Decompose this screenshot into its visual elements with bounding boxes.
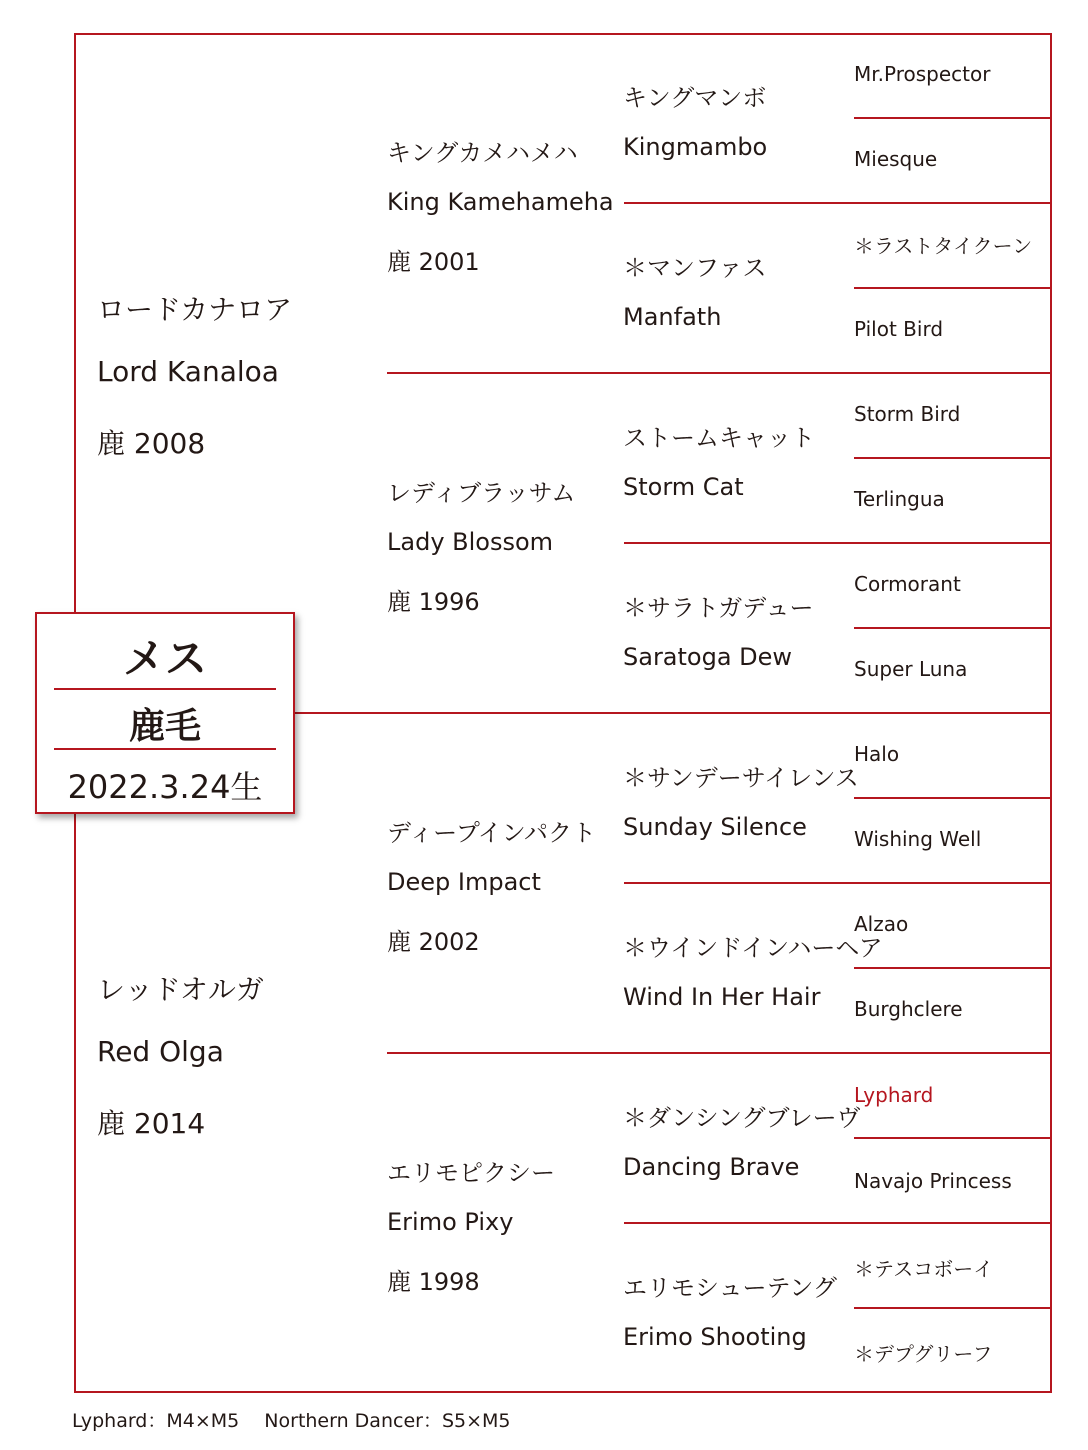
divider-gen3-d	[624, 1222, 1052, 1224]
gen3-jp: ＊ウインドインハーヘア	[623, 934, 883, 962]
sire-info: 鹿 2008	[97, 427, 206, 460]
gen2-jp: レディブラッサム	[387, 479, 576, 507]
divider-gen4-g	[854, 1137, 1052, 1139]
divider-gen3-c	[624, 882, 1052, 884]
gen2-jp: ディープインパクト	[387, 819, 597, 847]
divider-gen2-b	[387, 1052, 1052, 1054]
dam-name-en: Red Olga	[97, 1035, 224, 1068]
divider-gen4-a	[854, 117, 1052, 119]
divider-gen4-b	[854, 287, 1052, 289]
sire-name-en: Lord Kanaloa	[97, 355, 279, 388]
gen2-jp: キングカメハメハ	[387, 139, 578, 167]
subject-separator	[54, 688, 276, 690]
gen3-jp: キングマンボ	[623, 84, 767, 112]
gen3-jp: ストームキャット	[623, 424, 815, 452]
gen4-name: ＊ラストタイクーン	[854, 234, 1033, 258]
gen2-info: 鹿 1996	[387, 588, 480, 616]
gen3-en: Manfath	[623, 303, 722, 331]
subject-box	[35, 612, 295, 814]
gen2-en: Lady Blossom	[387, 528, 554, 556]
gen4-name: Alzao	[854, 912, 909, 936]
gen2-en: Deep Impact	[387, 868, 541, 896]
gen4-name: Super Luna	[854, 657, 968, 681]
gen3-jp: ＊サラトガデュー	[623, 594, 814, 622]
dam-name-jp: レッドオルガ	[97, 973, 264, 1006]
gen4-name: ＊デプグリーフ	[854, 1342, 993, 1366]
gen4-name: Halo	[854, 742, 900, 766]
gen4-name: Miesque	[854, 147, 938, 171]
divider-gen3-a	[624, 202, 1052, 204]
gen3-en: Storm Cat	[623, 473, 744, 501]
divider-gen2-a	[387, 372, 1052, 374]
subject-birth: 2022.3.24生	[67, 768, 263, 806]
gen2-jp: エリモピクシー	[387, 1159, 555, 1187]
gen3-en: Sunday Silence	[623, 813, 807, 841]
divider-gen4-d	[854, 627, 1052, 629]
gen3-en: Saratoga Dew	[623, 643, 793, 671]
gen3-jp: ＊マンファス	[623, 254, 767, 282]
gen3-jp: エリモシューテング	[623, 1274, 837, 1302]
gen4-name: Cormorant	[854, 572, 961, 596]
gen4-name: ＊テスコボーイ	[854, 1257, 994, 1281]
divider-sire-dam	[295, 712, 1052, 714]
gen4-name: Burghclere	[854, 997, 963, 1021]
gen2-info: 鹿 2002	[387, 928, 480, 956]
gen3-en: Erimo Shooting	[623, 1323, 807, 1351]
sire-name-jp: ロードカナロア	[97, 293, 293, 326]
gen4-name: Mr.Prospector	[854, 62, 991, 86]
gen3-jp: ＊サンデーサイレンス	[623, 764, 859, 792]
gen2-en: Erimo Pixy	[387, 1208, 514, 1236]
gen2-info: 鹿 2001	[387, 248, 480, 276]
divider-gen4-c	[854, 457, 1052, 459]
gen2-info: 鹿 1998	[387, 1268, 480, 1296]
divider-gen4-h	[854, 1307, 1052, 1309]
gen3-jp: ＊ダンシングブレーヴ	[623, 1104, 861, 1132]
subject-sex: メス	[122, 634, 207, 683]
gen3-en: Wind In Her Hair	[623, 983, 821, 1011]
gen2-en: King Kamehameha	[387, 188, 614, 216]
gen3-en: Kingmambo	[623, 133, 768, 161]
divider-gen4-f	[854, 967, 1052, 969]
gen4-name: Storm Bird	[854, 402, 961, 426]
subject-separator	[54, 748, 276, 750]
subject-color: 鹿毛	[128, 706, 201, 747]
gen4-name: Terlingua	[854, 487, 945, 511]
divider-gen3-b	[624, 542, 1052, 544]
inbreeding-note: Lyphard：M4×M5 Northern Dancer：S5×M5	[72, 1410, 511, 1432]
gen4-name: Wishing Well	[854, 827, 982, 851]
gen4-name-highlighted: Lyphard	[854, 1083, 934, 1107]
dam-info: 鹿 2014	[97, 1107, 206, 1140]
gen4-name: Navajo Princess	[854, 1169, 1012, 1193]
divider-gen4-e	[854, 797, 1052, 799]
gen4-name: Pilot Bird	[854, 317, 944, 341]
gen3-en: Dancing Brave	[623, 1153, 800, 1181]
